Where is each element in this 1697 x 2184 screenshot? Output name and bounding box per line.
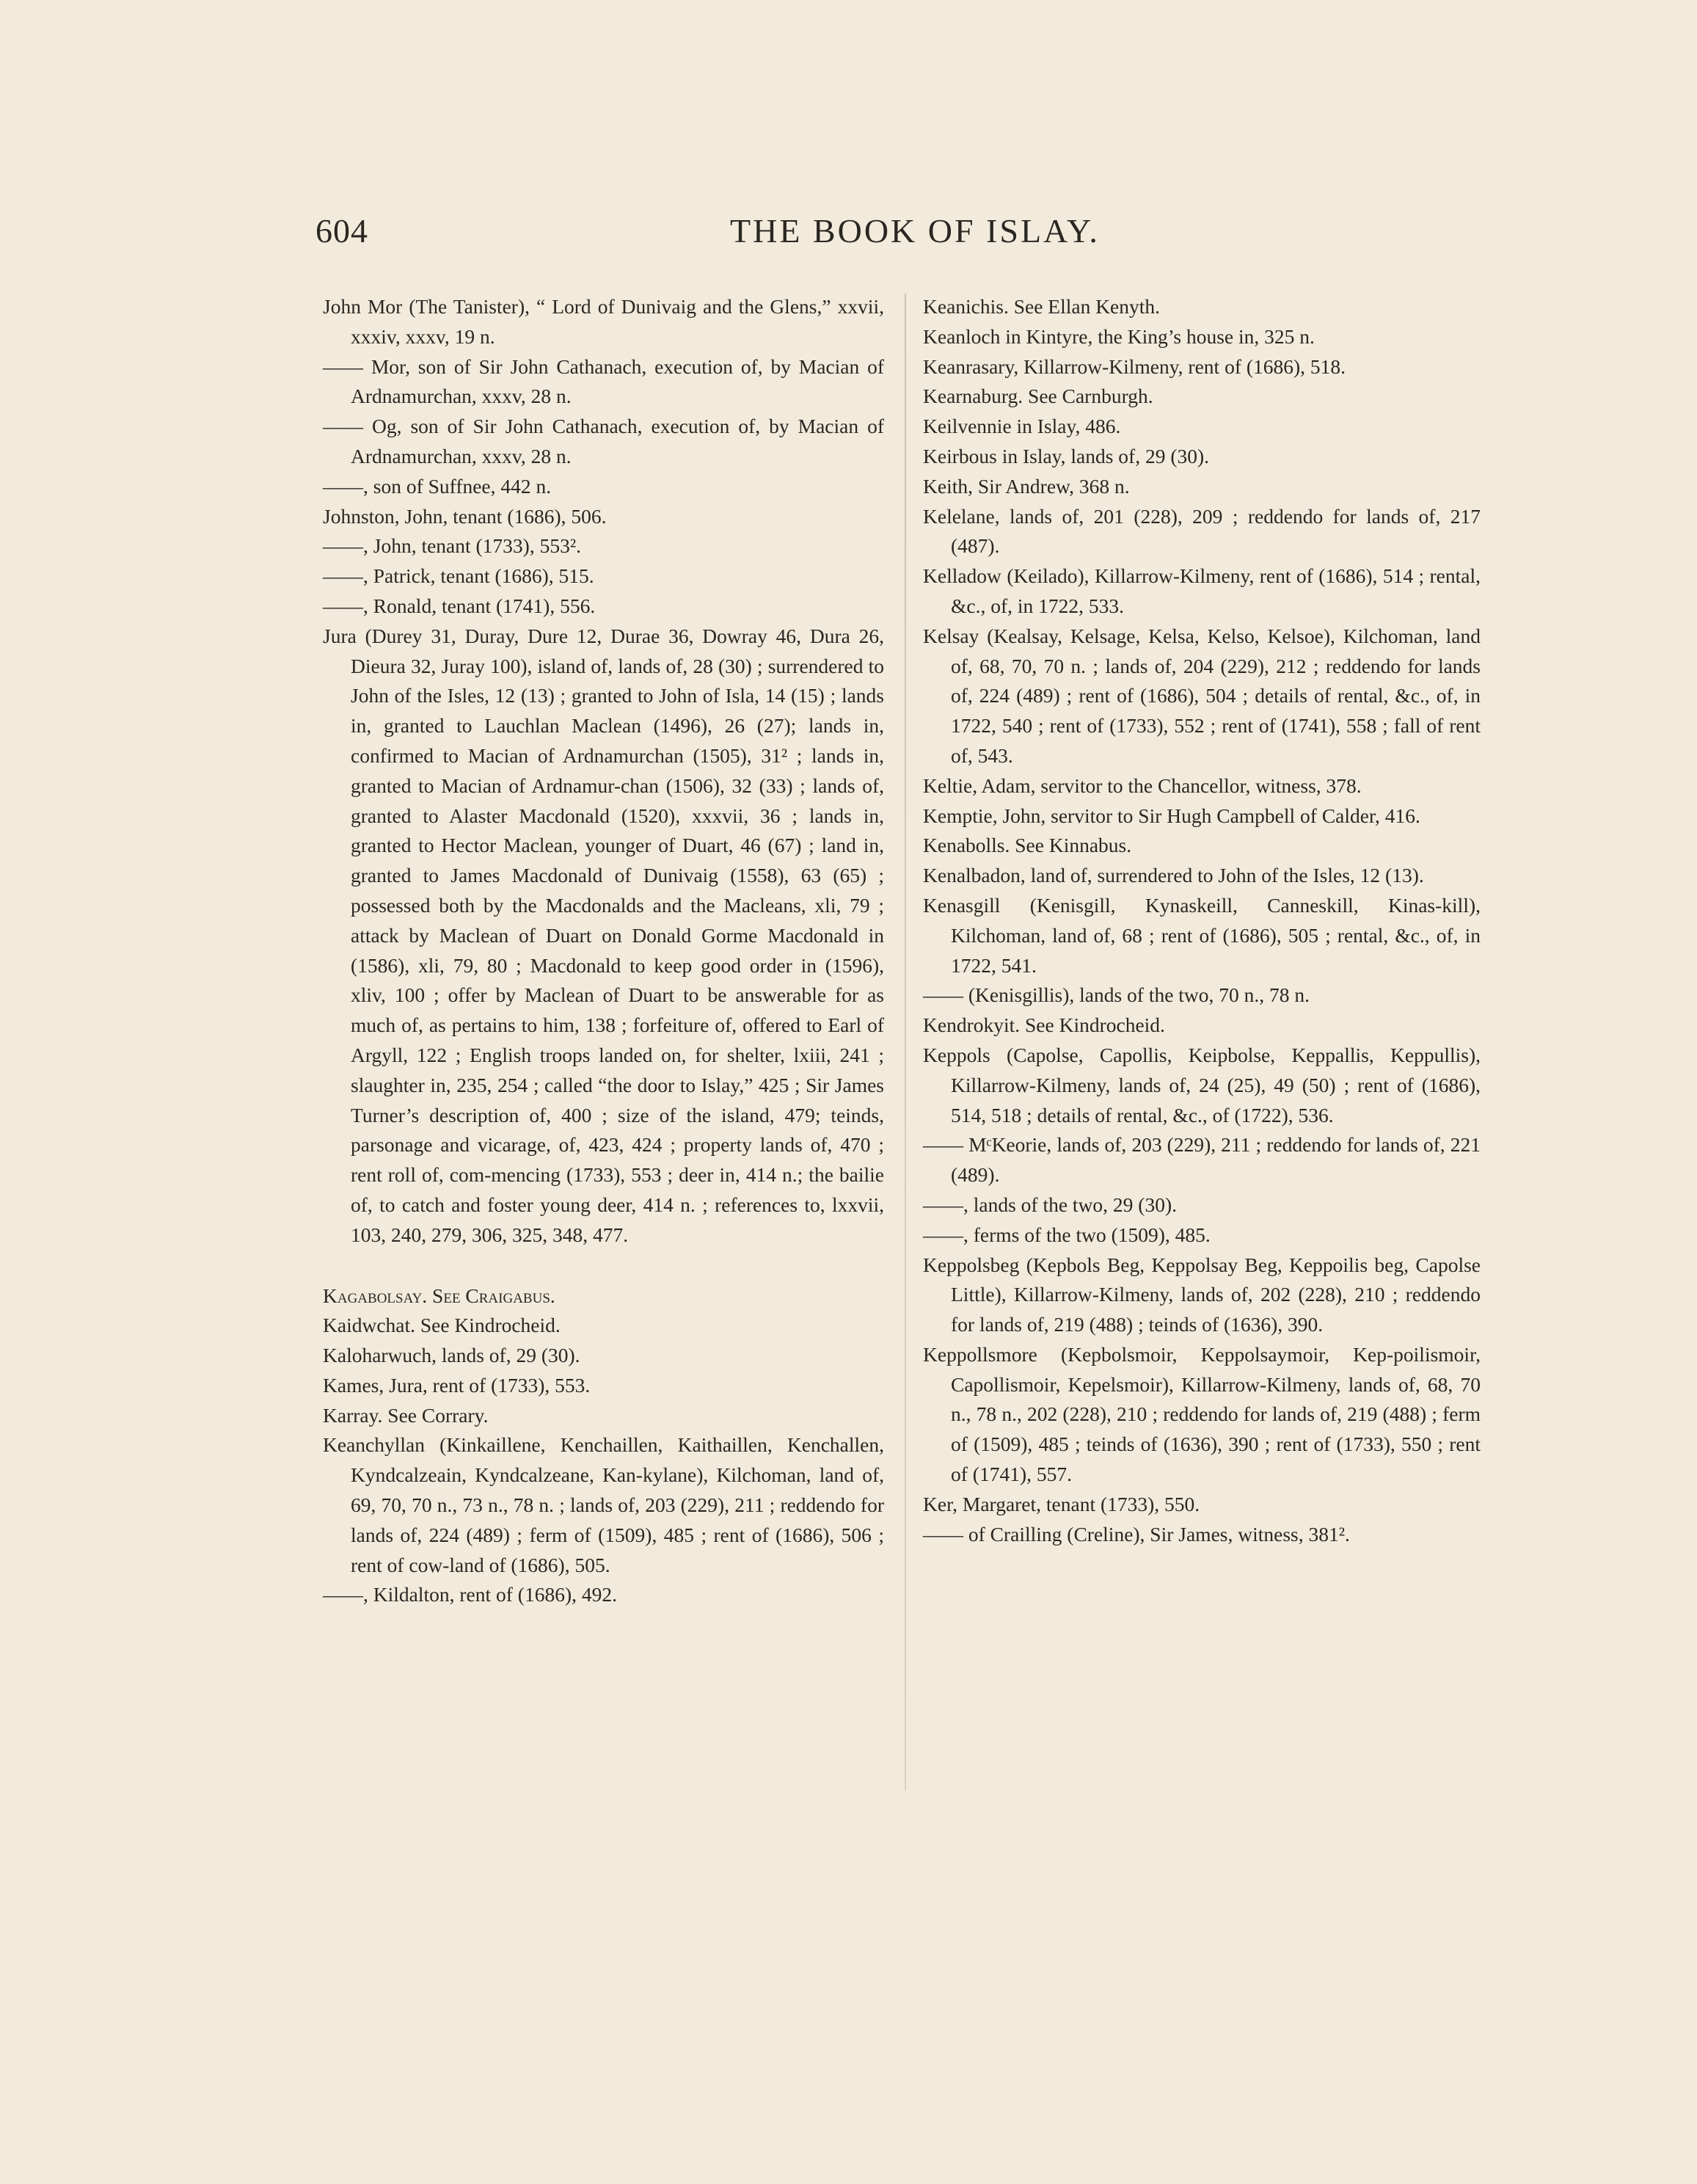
index-entry: ——, son of Suffnee, 442 n.	[323, 474, 552, 498]
index-entry: ——, ferms of the two (1509), 485.	[923, 1223, 1211, 1246]
index-entry: Keppols (Capolse, Capollis, Keipbolse, Keppallis, Keppullis), Killarrow-Kilmeny, lands of, 24 (25), 49 (50) ; rent of (1686), 514, 518 ; details of rental, &c., of (1722), 536.	[923, 1043, 1481, 1126]
index-entry: Kendrokyit. See Kindrocheid.	[923, 1013, 1165, 1037]
index-entry: Kaidwchat. See Kindrocheid.	[323, 1314, 561, 1337]
index-entry-jura: Jura (Durey 31, Duray, Dure 12, Durae 36, Dowray 46, Dura 26, Dieura 32, Juray 100), island of, lands of, 28 (30) ; surrendered to John of the Isles, 12 (13) ; granted to John of Isla, 14 (15) ; lands in, granted to Lauchlan Maclean (1496), 26 (27); lands in, confirmed to Macian of Ardnamurchan (1505), 31² ; lands in, granted to Macian of Ardnamur-chan (1506), 32 (33) ; lands of, granted to Alaster Macdonald (1520), xxxvii, 36 ; lands in, granted to Hector Maclean, younger of Duart, 46 (67) ; land in, granted to James Macdonald of Dunivaig (1558), 63 (65) ; possessed both by the Macdonalds and the Macleans, xli, 79 ; attack by Maclean of Duart on Donald Gorme Macdonald in (1586), xli, 79, 80 ; Macdonald to keep good order in (1596), xliv, 100 ; offer by Maclean of Duart to be answerable for as much of, as pertains to him, 138 ; forfeiture of, offered to Earl of Argyll, 122 ; English troops landed on, for shelter, lxiii, 241 ; slaughter in, 235, 254 ; called “the door to Islay,” 425 ; Sir James Turner’s description of, 400 ; size of the island, 479; teinds, parsonage and vicarage, of, 423, 424 ; property lands of, 470 ; rent roll of, com-mencing (1733), 553 ; deer in, 414 n.; the bailie of, to catch and foster young deer, 414 n. ; references to, lxxvii, 103, 240, 279, 306, 325, 348, 477.	[323, 624, 884, 1246]
index-column-right	[923, 292, 1481, 1549]
page-header	[315, 211, 1614, 255]
index-entry: Kearnaburg. See Carnburgh.	[923, 385, 1153, 408]
index-entry: Kelladow (Keilado), Killarrow-Kilmeny, rent of (1686), 514 ; rental, &c., of, in 1722, 533.	[923, 564, 1481, 617]
index-entry: Keanrasary, Killarrow-Kilmeny, rent of (1686), 518.	[923, 354, 1346, 378]
index-entry: Kenabolls. See Kinnabus.	[923, 834, 1132, 857]
index-entry: ——, Kildalton, rent of (1686), 492.	[323, 1583, 617, 1606]
running-title: THE BOOK OF ISLAY.	[730, 212, 1100, 250]
index-entry: —— (Kenisgillis), lands of the two, 70 n., 78 n.	[923, 983, 1310, 1007]
index-entry: —— MᶜKeorie, lands of, 203 (229), 211 ; reddendo for lands of, 221 (489).	[923, 1133, 1481, 1187]
page-number: 604	[315, 212, 368, 250]
index-entry: Keltie, Adam, servitor to the Chancellor, witness, 378.	[923, 774, 1362, 797]
index-entry: Kaloharwuch, lands of, 29 (30).	[323, 1344, 580, 1367]
index-entry: Karray. See Corrary.	[323, 1403, 489, 1427]
section-gap	[323, 1251, 884, 1281]
column-divider	[905, 294, 906, 1791]
index-entry: ——, lands of the two, 29 (30).	[923, 1193, 1177, 1216]
index-entry: Kelelane, lands of, 201 (228), 209 ; reddendo for lands of, 217 (487).	[923, 504, 1481, 558]
index-entry: ——, Patrick, tenant (1686), 515.	[323, 564, 594, 588]
index-entry: Keppollsmore (Kepbolsmoir, Keppolsaymoir, Kep-poilismoir, Capollismoir, Kepelsmoir), Killarrow-Kilmeny, lands of, 68, 70 n., 78 n., 202 (228), 210 ; reddendo for lands of, 219 (488) ; ferm of (1509), 485 ; teinds of (1636), 390 ; rent of (1733), 550 ; rent of (1741), 557.	[923, 1342, 1481, 1486]
index-entry: Johnston, John, tenant (1686), 506.	[323, 504, 607, 528]
index-entry: ——, Ronald, tenant (1741), 556.	[323, 594, 596, 617]
index-entry: —— Mor, son of Sir John Cathanach, execution of, by Macian of Ardnamurchan, xxxv, 28 n.	[323, 354, 884, 408]
index-entry: John Mor (The Tanister), “ Lord of Dunivaig and the Glens,” xxvii, xxxiv, xxxv, 19 n.	[323, 295, 884, 348]
index-entry: Keppolsbeg (Kepbols Beg, Keppolsay Beg, Keppoilis beg, Capolse Little), Killarrow-Kilmeny, lands of, 202 (228), 210 ; reddendo for lands of, 219 (488) ; teinds of (1636), 390.	[923, 1253, 1481, 1336]
index-entry: Ker, Margaret, tenant (1733), 550.	[923, 1492, 1200, 1515]
index-column-left	[323, 292, 884, 1610]
index-entry: —— Og, son of Sir John Cathanach, execution of, by Macian of Ardnamurchan, xxxv, 28 n.	[323, 415, 884, 467]
index-entry: Keilvennie in Islay, 486.	[923, 415, 1121, 438]
index-entry: Keirbous in Islay, lands of, 29 (30).	[923, 444, 1210, 467]
index-entry: Kenalbadon, land of, surrendered to John of the Isles, 12 (13).	[923, 864, 1424, 887]
index-entry: Kagabolsay. See Craigabus.	[323, 1284, 555, 1307]
index-entry: —— of Crailling (Creline), Sir James, witness, 381².	[923, 1522, 1350, 1546]
index-entry: Keanloch in Kintyre, the King’s house in, 325 n.	[923, 324, 1315, 348]
index-entry: Kenasgill (Kenisgill, Kynaskeill, Canneskill, Kinas-kill), Kilchoman, land of, 68 ; rent of (1686), 505 ; rental, &c., of, in 1722, 541.	[923, 893, 1481, 977]
index-entry: Kelsay (Kealsay, Kelsage, Kelsa, Kelso, Kelsoe), Kilchoman, land of, 68, 70, 70 n. ; lands of, 204 (229), 212 ; reddendo for lands of, 224 (489) ; rent of (1686), 504 ; details of rental, &c., of, in 1722, 540 ; rent of (1733), 552 ; rent of (1741), 558 ; fall of rent of, 543.	[923, 624, 1481, 767]
index-entry: Keanchyllan (Kinkaillene, Kenchaillen, Kaithaillen, Kenchallen, Kyndcalzeain, Kyndcalzeane, Kan-kylane), Kilchoman, land of, 69, 70, 70 n., 73 n., 78 n. ; lands of, 203 (229), 211 ; reddendo for lands of, 224 (489) ; ferm of (1509), 485 ; rent of (1686), 506 ; rent of cow-land of (1686), 505.	[323, 1433, 884, 1576]
index-entry: Kemptie, John, servitor to Sir Hugh Campbell of Calder, 416.	[923, 804, 1420, 827]
index-entry: ——, John, tenant (1733), 553².	[323, 534, 581, 558]
index-entry: Keanichis. See Ellan Kenyth.	[923, 295, 1161, 318]
index-entry: Keith, Sir Andrew, 368 n.	[923, 474, 1130, 498]
index-entry: Kames, Jura, rent of (1733), 553.	[323, 1373, 591, 1397]
